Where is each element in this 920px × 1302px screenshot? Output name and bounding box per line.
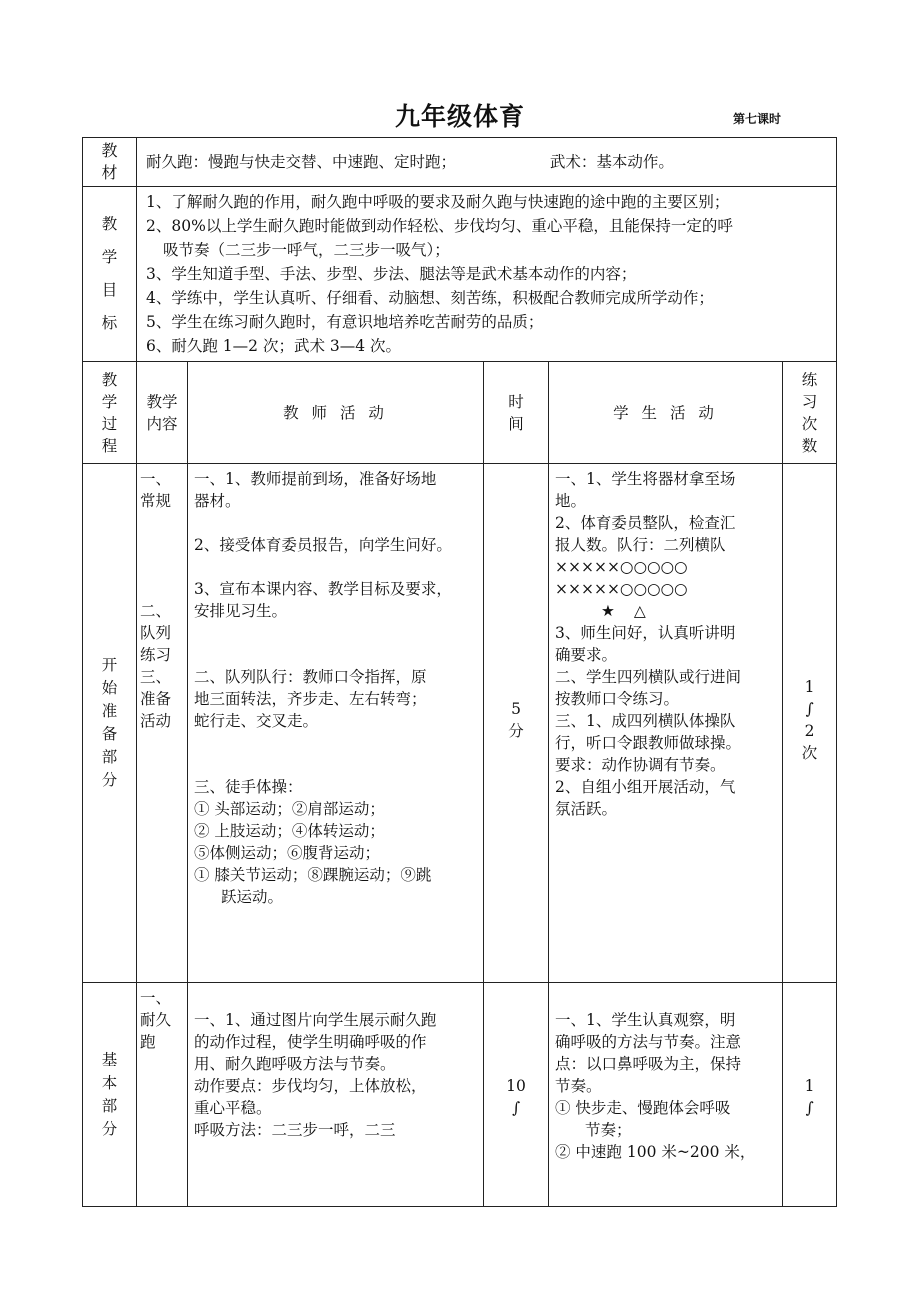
label-char: 教 [101,141,118,160]
teacher-line: 三、徒手体操： [194,778,303,796]
objectives-label [83,187,137,362]
teacher-line: 的动作过程，使学生明确呼吸的作 [194,1033,427,1051]
basic-section-label [83,983,137,1207]
student-line: 确要求。 [555,646,618,664]
content-line: 耐久 [140,1011,172,1029]
label-char: 本 [101,1073,118,1092]
objective-item: 5、学生在练习耐久跑时，有意识地培养吃苦耐劳的品质； [146,313,544,331]
start-teacher-activity [188,464,484,983]
process-header [83,362,137,464]
student-line: 二、学生四列横队或行进间 [555,668,742,686]
label-char: 基 [101,1050,118,1069]
student-line: 一、1、学生将器材拿至场 [555,470,736,488]
label-char: 过 [101,414,118,433]
content-line: 常规 [140,492,172,510]
student-line: 氛活跃。 [555,800,618,818]
time-symbol: ∫ [511,1099,521,1117]
label-char: 教 [101,370,118,389]
teacher-line: ① 膝关节运动；⑧踝腕运动；⑨跳 [194,866,432,884]
basic-content [137,983,188,1207]
teacher-line: 蛇行走、交叉走。 [194,712,319,730]
formation-markers: ★ △ [601,602,646,620]
label-char: 部 [101,748,118,766]
time-header-line: 时 [508,392,524,411]
teacher-line: 2、接受体育委员报告，向学生问好。 [194,536,452,554]
student-line: 确呼吸的方法与节奏。注意 [555,1033,742,1051]
student-line: 按教师口令练习。 [555,690,680,708]
start-time [484,464,549,983]
content-line: 活动 [140,712,172,730]
content-header-line: 教学 [146,392,178,411]
teacher-line: 安排见习生。 [194,602,288,620]
teacher-line: ⑤体侧运动；⑥腹背运动； [194,844,381,862]
label-char: 材 [101,163,118,182]
student-line: 2、自组小组开展活动，气 [555,778,736,796]
objective-item: 4、学练中，学生认真听、仔细看、动脑想、刻苦练，积极配合教师完成所学动作； [146,289,714,307]
basic-section-row [83,983,837,1207]
count-symbol: ∫ [805,700,814,718]
content-line: 准备 [140,690,172,708]
lesson-number: 第七课时 [733,112,782,126]
content-line: 练习 [140,646,172,664]
content-header [137,362,188,464]
objectives-row [83,187,837,362]
label-char: 准 [101,702,118,720]
count-header [783,362,837,464]
student-line: ② 中速跑 100 米~200 米， [555,1143,756,1161]
label-char: 开 [101,656,118,674]
time-value: 10 [506,1077,526,1095]
teacher-header: 教 师 活 动 [188,362,484,464]
count-unit: 次 [801,744,818,762]
teacher-line: 一、1、教师提前到场，准备好场地 [194,470,437,488]
start-count [783,464,837,983]
objective-item: 3、学生知道手型、手法、步型、步法、腿法等是武术基本动作的内容； [146,265,637,283]
teacher-line: 重心平稳。 [194,1099,272,1117]
teacher-line: 一、1、通过图片向学生展示耐久跑 [194,1011,437,1029]
content-line: 二、 [140,602,172,620]
label-char: 教 [101,215,118,233]
formation-line: ×××××○○○○○ [555,580,688,598]
start-student-activity [549,464,783,983]
time-unit: 分 [508,722,524,740]
teacher-line: 3、宣布本课内容、教学目标及要求， [194,580,452,598]
basic-count [783,983,837,1207]
time-header-line: 间 [508,414,524,433]
objective-item: 1、了解耐久跑的作用，耐久跑中呼吸的要求及耐久跑与快速跑的途中跑的主要区别； [146,193,730,211]
student-line: 点：以口鼻呼吸为主，保持 [555,1055,742,1073]
student-line: 报人数。队行：二列横队 [555,536,726,554]
content-line: 队列 [140,624,172,642]
label-char: 次 [801,414,818,433]
label-char: 分 [101,771,118,789]
label-char: 学 [101,248,118,266]
label-char: 备 [101,725,118,743]
student-line: 一、1、学生认真观察，明 [555,1011,736,1029]
teacher-line: ① 头部运动；②肩部运动； [194,800,385,818]
teacher-line: 跃运动。 [221,888,284,906]
count-value: 2 [804,722,815,740]
student-line: 行，听口令跟教师做球操。 [555,734,742,752]
label-char: 分 [101,1119,118,1138]
label-char: 学 [101,392,118,411]
label-char: 部 [101,1096,118,1115]
start-section-row [83,464,837,983]
count-value: 1 [804,678,815,696]
material-label [83,138,137,187]
objective-item: 6、耐久跑 1—2 次；武术 3—4 次。 [146,337,402,355]
student-line: 地。 [555,492,587,510]
label-char: 标 [101,314,118,332]
label-char: 习 [801,392,818,411]
header-row [83,362,837,464]
teacher-line: 地三面转法，齐步走、左右转弯； [194,690,427,708]
formation-line: ×××××○○○○○ [555,558,688,576]
teacher-line: 二、队列队行：教师口令指挥，原 [194,668,427,686]
time-header [484,362,549,464]
student-line: 2、体育委员整队，检查汇 [555,514,736,532]
objective-item: 2、80%以上学生耐久跑时能做到动作轻松、步伐均匀、重心平稳，且能保持一定的呼 [146,217,733,235]
content-line: 跑 [140,1033,156,1051]
teacher-line: 呼吸方法：二三步一呼，二三 [194,1121,396,1139]
student-line: 节奏。 [555,1077,602,1095]
content-line: 一、 [140,470,172,488]
start-section-label [83,464,137,983]
student-header: 学 生 活 动 [549,362,783,464]
content-header-line: 内容 [146,414,178,433]
basic-teacher-activity [188,983,484,1207]
material-content [137,138,837,187]
label-char: 目 [101,281,118,299]
material-running: 耐久跑：慢跑与快走交替、中速跑、定时跑； [146,153,457,171]
label-char: 程 [101,436,118,455]
page-title: 九年级体育 [394,102,525,131]
count-symbol: ∫ [805,1099,814,1117]
lesson-plan-table [82,137,837,1207]
content-line: 一、 [140,989,172,1007]
student-line: 节奏； [585,1121,632,1139]
basic-student-activity [549,983,783,1207]
teacher-line: ② 上肢运动；④体转运动； [194,822,385,840]
objectives-list [137,187,837,362]
objective-item: 吸节奏（二三步一呼气，二三步一吸气）； [163,241,450,259]
count-value: 1 [804,1077,815,1095]
student-line: 3、师生问好，认真听讲明 [555,624,736,642]
material-martial-arts: 武术：基本动作。 [549,153,674,171]
content-line: 三、 [140,668,172,686]
teacher-line: 器材。 [194,492,241,510]
start-content [137,464,188,983]
teacher-line: 动作要点：步伐均匀，上体放松， [194,1077,427,1095]
student-line: 要求：动作协调有节奏。 [555,756,726,774]
teacher-line: 用、耐久跑呼吸方法与节奏。 [194,1055,396,1073]
time-value: 5 [511,700,521,718]
label-char: 练 [801,370,818,389]
basic-time [484,983,549,1207]
student-line: 三、1、成四列横队体操队 [555,712,736,730]
label-char: 始 [101,679,118,697]
label-char: 数 [801,436,818,455]
material-row [83,138,837,187]
student-line: ① 快步走、慢跑体会呼吸 [555,1099,731,1117]
